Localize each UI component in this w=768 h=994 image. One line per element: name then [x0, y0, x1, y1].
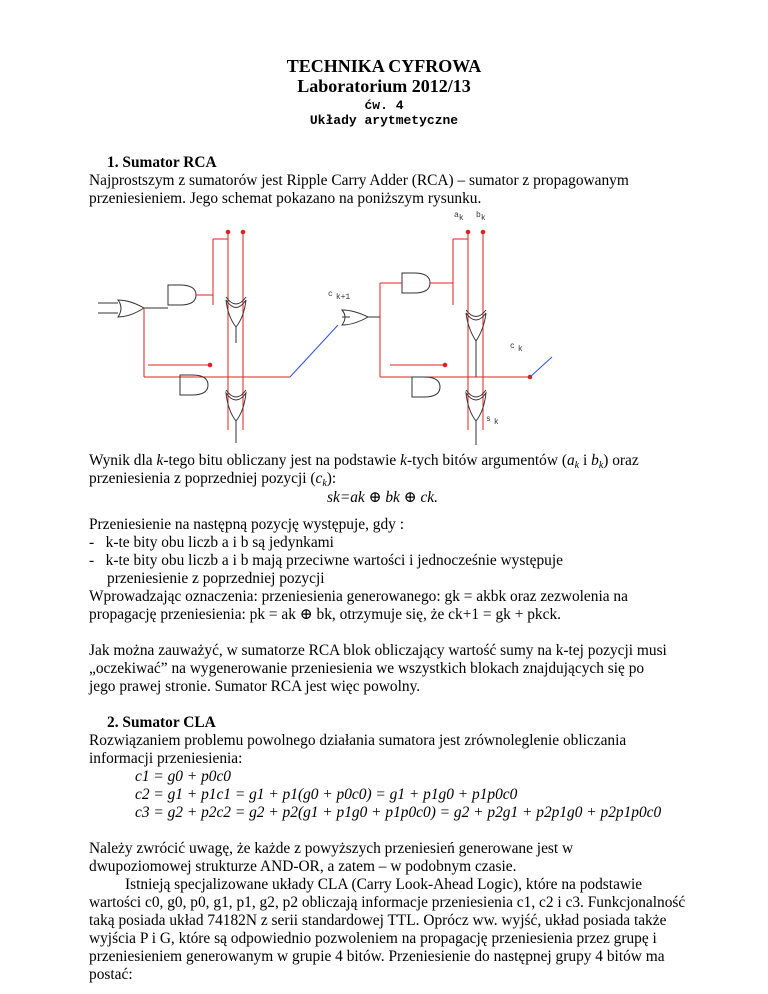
sum-formula: sk=ak ⊕ bk ⊕ ck. — [327, 489, 438, 506]
section1-intro-2: przeniesieniem. Jego schemat pokazano na poniższym rysunku. — [89, 190, 482, 207]
section2-para1-line1: Należy zwrócić uwagę, że każde z powyższych przeniesień generowane jest w — [89, 840, 574, 857]
section2-para2-line6: postać: — [89, 966, 133, 983]
section1-bullet1: - k-te bity obu liczb a i b są jedynkami — [89, 534, 334, 551]
label-b: bk — [476, 211, 486, 223]
carry-eq-2: c2 = g1 + p1c1 = g1 + p1(g0 + p0c0) = g1 + p1g0 + p1p0c0 — [135, 786, 518, 803]
section2-para2-line3: taką posiada układ 74182N z serii standardowej TTL. Oprócz ww. wyjść, układ posiada także — [89, 912, 667, 929]
section2-heading: 2. Sumator CLA — [107, 714, 216, 731]
label-c-out: c k+1 — [328, 290, 351, 302]
rca-circuit-diagram — [0, 205, 768, 455]
section1-para3-line2: propagację przeniesienia: pk = ak ⊕ bk, otrzymuje się, że ck+1 = gk + pkck. — [89, 606, 561, 623]
section1-bullet2: - k-te bity obu liczb a i b mają przeciwne wartości i jednocześnie występuje — [89, 552, 563, 569]
section1-intro-1: Najprostszym z sumatorów jest Ripple Carry Adder (RCA) – sumator z propagowanym — [89, 172, 629, 189]
section1-bullet2-cont: przeniesienie z poprzedniej pozycji — [107, 570, 325, 587]
section1-para4-line3: jego prawej stronie. Sumator RCA jest więc powolny. — [89, 678, 421, 695]
label-c-in: c k — [510, 342, 523, 354]
exercise-topic: Układy arytmetyczne — [309, 113, 459, 128]
section1-heading: 1. Sumator RCA — [107, 154, 217, 171]
section1-para3-line1: Wprowadzając oznaczenia: przeniesienia generowanego: gk = akbk oraz zezwolenia na — [89, 588, 628, 605]
exercise-number: ćw. 4 — [364, 98, 404, 113]
doc-title: TECHNIKA CYFROWA — [286, 56, 482, 76]
section2-para2-line1: Istnieją specjalizowane układy CLA (Carry Look-Ahead Logic), które na podstawie — [125, 876, 643, 893]
section2-para2-line2: wartości c0, g0, p0, g1, p1, g2, p2 obliczają informacje przeniesienia c1, c2 i c3. Funkcjonalność — [89, 894, 686, 911]
section1-para4-line1: Jak można zauważyć, w sumatorze RCA blok obliczający wartość sumy na k-tej pozycji musi — [89, 642, 667, 659]
carry-eq-1: c1 = g0 + p0c0 — [135, 768, 231, 785]
section2-para1-line2: dwupoziomowej strukturze AND-OR, a zatem – w podobnym czasie. — [89, 858, 517, 875]
section1-para1-line2: przeniesienia z poprzedniej pozycji $(c_k)$: — [89, 470, 337, 489]
section2-para2-line5: przeniesieniem generowanym w grupie 4 bitów. Przeniesienie do następnej grupy 4 bitów ma — [89, 948, 665, 965]
carry-eq-3: c3 = g2 + p2c2 = g2 + p2(g1 + p1g0 + p1p0c0) = g2 + p2g1 + p2p1g0 + p2p1p0c0 — [135, 804, 662, 821]
section2-para2-line4: wyjścia P i G, które są odpowiednio pozwoleniem na propagację przeniesienia przez grupę i — [89, 930, 657, 947]
section2-intro-2: informacji przeniesienia: — [89, 750, 243, 767]
section1-para2: Przeniesienie na następną pozycję występuje, gdy : — [89, 516, 404, 533]
label-a: ak — [454, 211, 464, 223]
section2-intro-1: Rozwiązaniem problemu powolnego działania sumatora jest zrównoleglenie obliczania — [89, 732, 627, 749]
section1-para4-line2: „oczekiwać” na wygenerowanie przeniesienia we wszystkich blokach znajdujących się po — [89, 660, 645, 677]
section1-para1-line1: Wynik dla k-tego bitu obliczany jest na podstawie k-tych bitów argumentów ($a_k$ i $b_k$) oraz — [89, 452, 639, 471]
label-s: s k — [486, 415, 499, 427]
doc-subtitle: Laboratorium 2012/13 — [297, 76, 471, 96]
